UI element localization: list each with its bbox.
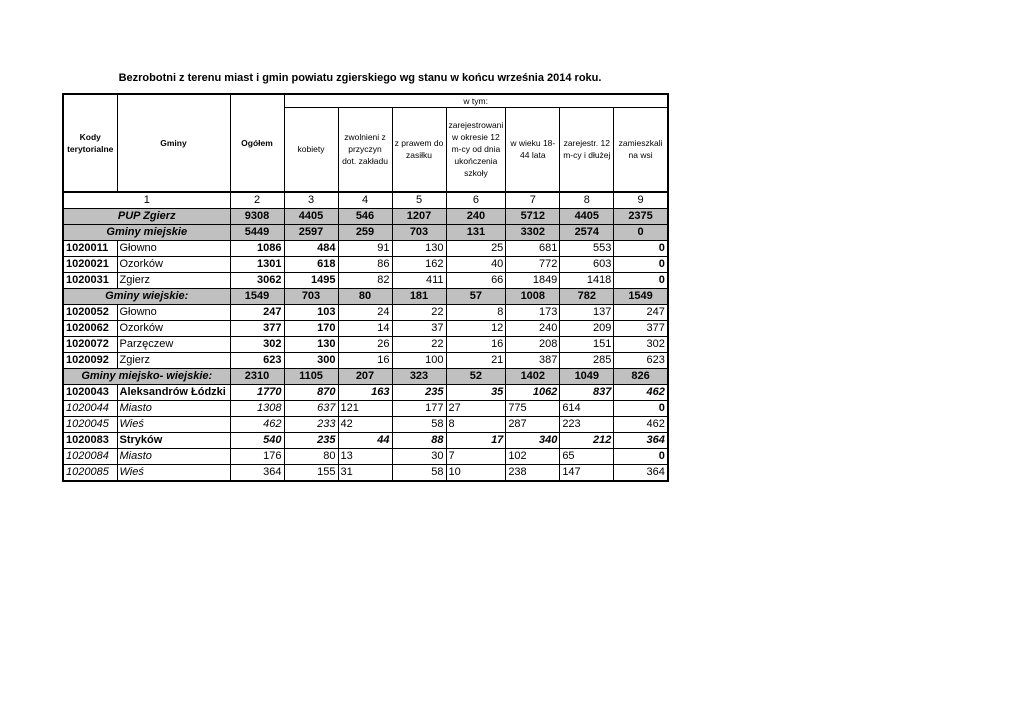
cell-value: 826 <box>614 368 668 384</box>
cell-value: 1402 <box>506 368 560 384</box>
gmina-name: Miasto <box>117 400 230 416</box>
territorial-code: 1020092 <box>63 352 117 368</box>
territorial-code: 1020062 <box>63 320 117 336</box>
cell-value: 681 <box>506 240 560 256</box>
cell-value: 340 <box>506 432 560 448</box>
cell-value: 772 <box>506 256 560 272</box>
cell-value: 121 <box>338 400 392 416</box>
cell-value: 58 <box>392 416 446 432</box>
cell-value: 14 <box>338 320 392 336</box>
cell-value: 1549 <box>230 288 284 304</box>
cell-value: 88 <box>392 432 446 448</box>
cell-value: 782 <box>560 288 614 304</box>
cell-value: 240 <box>506 320 560 336</box>
cell-value: 462 <box>230 416 284 432</box>
gmina-name: Ozorków <box>117 320 230 336</box>
cell-value: 1008 <box>506 288 560 304</box>
cell-value: 1062 <box>506 384 560 400</box>
table-row <box>63 320 668 336</box>
cell-value: 30 <box>392 448 446 464</box>
cell-value: 618 <box>284 256 338 272</box>
cell-value: 240 <box>446 208 506 224</box>
header-z-prawem: z prawem do zasiłku <box>392 108 446 192</box>
cell-value: 1495 <box>284 272 338 288</box>
cell-value: 80 <box>284 448 338 464</box>
summary-row <box>63 368 668 384</box>
cell-value: 22 <box>392 304 446 320</box>
cell-value: 364 <box>230 464 284 481</box>
cell-value: 4405 <box>284 208 338 224</box>
cell-value: 103 <box>284 304 338 320</box>
cell-value: 31 <box>338 464 392 481</box>
gmina-name: Głowno <box>117 304 230 320</box>
cell-value: 35 <box>446 384 506 400</box>
territorial-code: 1020044 <box>63 400 117 416</box>
cell-value: 3302 <box>506 224 560 240</box>
cell-value: 207 <box>338 368 392 384</box>
cell-value: 58 <box>392 464 446 481</box>
cell-value: 1549 <box>614 288 668 304</box>
cell-value: 170 <box>284 320 338 336</box>
territorial-code: 1020084 <box>63 448 117 464</box>
cell-value: 546 <box>338 208 392 224</box>
cell-value: 623 <box>230 352 284 368</box>
cell-value: 775 <box>506 400 560 416</box>
cell-value: 177 <box>392 400 446 416</box>
column-number: 7 <box>506 192 560 209</box>
report-title: Bezrobotni z terenu miast i gmin powiatu zgierskiego wg stanu w końcu września 2014 roku. <box>118 72 602 84</box>
cell-value: 65 <box>560 448 614 464</box>
cell-value: 238 <box>506 464 560 481</box>
summary-row <box>63 208 668 224</box>
cell-value: 137 <box>560 304 614 320</box>
gmina-name: Ozorków <box>117 256 230 272</box>
gmina-name: Zgierz <box>117 272 230 288</box>
table-row <box>63 464 668 481</box>
cell-value: 287 <box>506 416 560 432</box>
cell-value: 163 <box>338 384 392 400</box>
cell-value: 235 <box>392 384 446 400</box>
cell-value: 247 <box>614 304 668 320</box>
header-zarejestrowani: zarejestrowani w okresie 12 m-cy od dnia ukończenia szkoły <box>446 108 506 192</box>
cell-value: 623 <box>614 352 668 368</box>
cell-value: 484 <box>284 240 338 256</box>
cell-value: 1418 <box>560 272 614 288</box>
cell-value: 8 <box>446 304 506 320</box>
cell-value: 0 <box>614 224 668 240</box>
group-name: Gminy miejskie <box>63 224 230 240</box>
cell-value: 703 <box>284 288 338 304</box>
cell-value: 17 <box>446 432 506 448</box>
cell-value: 82 <box>338 272 392 288</box>
cell-value: 233 <box>284 416 338 432</box>
cell-value: 7 <box>446 448 506 464</box>
territorial-code: 1020085 <box>63 464 117 481</box>
cell-value: 4405 <box>560 208 614 224</box>
summary-row <box>63 288 668 304</box>
column-number: 6 <box>446 192 506 209</box>
gmina-name: Parzęczew <box>117 336 230 352</box>
column-number: 2 <box>230 192 284 209</box>
cell-value: 637 <box>284 400 338 416</box>
header-ogolem: Ogółem <box>230 94 284 192</box>
cell-value: 364 <box>614 464 668 481</box>
cell-value: 2310 <box>230 368 284 384</box>
cell-value: 0 <box>614 400 668 416</box>
cell-value: 131 <box>446 224 506 240</box>
cell-value: 162 <box>392 256 446 272</box>
cell-value: 540 <box>230 432 284 448</box>
gmina-name: Aleksandrów Łódzki <box>117 384 230 400</box>
cell-value: 91 <box>338 240 392 256</box>
summary-row <box>63 224 668 240</box>
cell-value: 2597 <box>284 224 338 240</box>
cell-value: 37 <box>392 320 446 336</box>
header-w-wieku: w wieku 18-44 lata <box>506 108 560 192</box>
group-name: Gminy wiejskie: <box>63 288 230 304</box>
territorial-code: 1020045 <box>63 416 117 432</box>
cell-value: 16 <box>338 352 392 368</box>
header-zamieszkali: zamieszkali na wsi <box>614 108 668 192</box>
cell-value: 703 <box>392 224 446 240</box>
cell-value: 147 <box>560 464 614 481</box>
table-row <box>63 416 668 432</box>
cell-value: 1105 <box>284 368 338 384</box>
territorial-code: 1020011 <box>63 240 117 256</box>
cell-value: 3062 <box>230 272 284 288</box>
cell-value: 80 <box>338 288 392 304</box>
territorial-code: 1020031 <box>63 272 117 288</box>
table-row <box>63 352 668 368</box>
header-kobiety: kobiety <box>284 108 338 192</box>
column-number: 3 <box>284 192 338 209</box>
column-number: 1 <box>63 192 230 209</box>
cell-value: 5712 <box>506 208 560 224</box>
table-row <box>63 256 668 272</box>
cell-value: 0 <box>614 240 668 256</box>
table-row <box>63 384 668 400</box>
cell-value: 155 <box>284 464 338 481</box>
column-number: 9 <box>614 192 668 209</box>
column-number: 5 <box>392 192 446 209</box>
table-row <box>63 240 668 256</box>
cell-value: 247 <box>230 304 284 320</box>
cell-value: 0 <box>614 272 668 288</box>
cell-value: 1049 <box>560 368 614 384</box>
cell-value: 0 <box>614 256 668 272</box>
cell-value: 302 <box>614 336 668 352</box>
table-row <box>63 336 668 352</box>
cell-value: 870 <box>284 384 338 400</box>
cell-value: 1301 <box>230 256 284 272</box>
cell-value: 173 <box>506 304 560 320</box>
cell-value: 411 <box>392 272 446 288</box>
header-kody: Kody terytorialne <box>63 94 117 192</box>
cell-value: 9308 <box>230 208 284 224</box>
cell-value: 130 <box>392 240 446 256</box>
cell-value: 212 <box>560 432 614 448</box>
header-zwolnieni: zwolnieni z przyczyn dot. zakładu <box>338 108 392 192</box>
cell-value: 100 <box>392 352 446 368</box>
cell-value: 102 <box>506 448 560 464</box>
cell-value: 837 <box>560 384 614 400</box>
cell-value: 151 <box>560 336 614 352</box>
table-row <box>63 272 668 288</box>
cell-value: 10 <box>446 464 506 481</box>
cell-value: 377 <box>614 320 668 336</box>
cell-value: 323 <box>392 368 446 384</box>
cell-value: 66 <box>446 272 506 288</box>
cell-value: 1308 <box>230 400 284 416</box>
column-numbers-row <box>63 192 668 209</box>
header-w-tym: w tym: <box>284 94 668 108</box>
cell-value: 603 <box>560 256 614 272</box>
cell-value: 57 <box>446 288 506 304</box>
cell-value: 86 <box>338 256 392 272</box>
cell-value: 1770 <box>230 384 284 400</box>
column-number: 8 <box>560 192 614 209</box>
cell-value: 27 <box>446 400 506 416</box>
table-row <box>63 400 668 416</box>
cell-value: 235 <box>284 432 338 448</box>
cell-value: 259 <box>338 224 392 240</box>
cell-value: 12 <box>446 320 506 336</box>
cell-value: 1207 <box>392 208 446 224</box>
gmina-name: Zgierz <box>117 352 230 368</box>
territorial-code: 1020052 <box>63 304 117 320</box>
gmina-name: Wieś <box>117 416 230 432</box>
cell-value: 2574 <box>560 224 614 240</box>
group-name: Gminy miejsko- wiejskie: <box>63 368 230 384</box>
cell-value: 16 <box>446 336 506 352</box>
column-number: 4 <box>338 192 392 209</box>
cell-value: 26 <box>338 336 392 352</box>
cell-value: 2375 <box>614 208 668 224</box>
cell-value: 462 <box>614 416 668 432</box>
table-row <box>63 448 668 464</box>
cell-value: 44 <box>338 432 392 448</box>
table-row <box>63 432 668 448</box>
unemployment-table <box>62 93 669 482</box>
cell-value: 553 <box>560 240 614 256</box>
territorial-code: 1020072 <box>63 336 117 352</box>
cell-value: 40 <box>446 256 506 272</box>
cell-value: 176 <box>230 448 284 464</box>
cell-value: 13 <box>338 448 392 464</box>
cell-value: 285 <box>560 352 614 368</box>
cell-value: 130 <box>284 336 338 352</box>
cell-value: 8 <box>446 416 506 432</box>
cell-value: 0 <box>614 448 668 464</box>
gmina-name: Głowno <box>117 240 230 256</box>
cell-value: 24 <box>338 304 392 320</box>
table-row <box>63 304 668 320</box>
cell-value: 21 <box>446 352 506 368</box>
cell-value: 1849 <box>506 272 560 288</box>
cell-value: 25 <box>446 240 506 256</box>
cell-value: 22 <box>392 336 446 352</box>
cell-value: 1086 <box>230 240 284 256</box>
cell-value: 302 <box>230 336 284 352</box>
cell-value: 223 <box>560 416 614 432</box>
header-zarejestr-12: zarejestr. 12 m-cy i dłużej <box>560 108 614 192</box>
group-name: PUP Zgierz <box>63 208 230 224</box>
gmina-name: Wieś <box>117 464 230 481</box>
cell-value: 377 <box>230 320 284 336</box>
territorial-code: 1020083 <box>63 432 117 448</box>
territorial-code: 1020043 <box>63 384 117 400</box>
gmina-name: Stryków <box>117 432 230 448</box>
cell-value: 208 <box>506 336 560 352</box>
territorial-code: 1020021 <box>63 256 117 272</box>
cell-value: 387 <box>506 352 560 368</box>
cell-value: 52 <box>446 368 506 384</box>
cell-value: 614 <box>560 400 614 416</box>
gmina-name: Miasto <box>117 448 230 464</box>
cell-value: 5449 <box>230 224 284 240</box>
cell-value: 181 <box>392 288 446 304</box>
cell-value: 209 <box>560 320 614 336</box>
cell-value: 462 <box>614 384 668 400</box>
cell-value: 364 <box>614 432 668 448</box>
header-gminy: Gminy <box>117 94 230 192</box>
cell-value: 300 <box>284 352 338 368</box>
cell-value: 42 <box>338 416 392 432</box>
